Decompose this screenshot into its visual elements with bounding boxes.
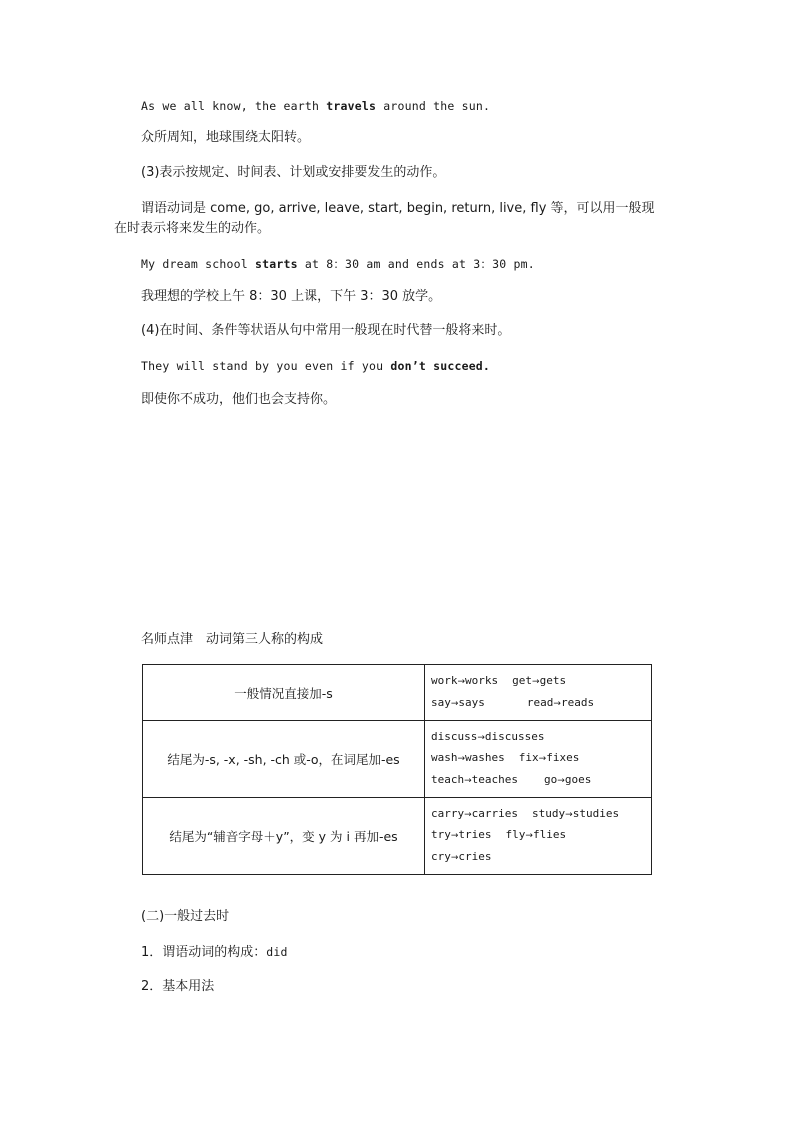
past-item-2: 2．基本用法 — [141, 979, 215, 994]
example-translation-1: 众所周知，地球围绕太阳转。 — [141, 130, 311, 145]
example-line — [431, 847, 645, 869]
example-line — [431, 804, 645, 826]
inflected-verb: tries — [458, 828, 492, 842]
base-verb: cry — [431, 849, 451, 863]
example-text: They will stand by you even if you — [141, 359, 391, 373]
arrow-icon: → — [565, 809, 573, 820]
base-verb: say — [431, 695, 451, 709]
arrow-icon: → — [450, 698, 459, 709]
example-pair — [512, 671, 566, 693]
item-label: 1．谓语动词的构成： — [141, 945, 267, 960]
arrow-icon: → — [557, 775, 565, 786]
example-line — [431, 693, 645, 715]
base-verb: wash — [431, 751, 458, 765]
inflected-verb: says — [458, 695, 485, 709]
example-pair — [431, 693, 485, 715]
base-verb: work — [431, 674, 458, 687]
base-verb: carry — [431, 806, 465, 820]
example-pair — [431, 770, 518, 792]
base-verb: fix — [518, 751, 539, 765]
inflected-verb: cries — [458, 849, 492, 863]
inflected-verb: gets — [539, 674, 567, 687]
inflected-verb: carries — [471, 806, 519, 820]
arrow-icon: → — [464, 775, 472, 786]
verb-form: did — [266, 945, 288, 959]
arrow-icon: → — [532, 677, 540, 687]
arrow-icon: → — [538, 754, 547, 765]
inflected-verb: discusses — [484, 729, 545, 743]
base-verb: try — [431, 828, 451, 842]
arrow-icon: → — [553, 698, 561, 709]
highlighted-verb: starts — [254, 257, 298, 271]
example-text: at 8：30 am and ends at 3：30 pm. — [297, 257, 535, 271]
arrow-icon: → — [525, 831, 533, 842]
example-sentence-3 — [141, 358, 490, 374]
inflected-verb: teaches — [471, 772, 519, 786]
example-line — [431, 727, 645, 749]
example-line — [431, 748, 645, 770]
arrow-icon: → — [457, 754, 466, 765]
inflected-verb: fixes — [546, 751, 580, 765]
example-pair — [431, 825, 492, 847]
example-pair — [431, 727, 545, 749]
rule-cell: 一般情况直接加-s — [143, 665, 425, 721]
arrow-icon: → — [457, 677, 466, 687]
arrow-icon: → — [477, 732, 485, 743]
example-pair — [544, 770, 591, 792]
inflected-verb: goes — [564, 772, 592, 786]
table-row — [143, 721, 652, 798]
inflected-verb: studies — [572, 806, 620, 820]
example-pair — [506, 825, 567, 847]
example-pair — [532, 804, 619, 826]
example-text: As we all know, the earth — [141, 99, 327, 113]
examples-cell — [425, 721, 652, 798]
example-line — [431, 825, 645, 847]
example-line — [431, 770, 645, 792]
examples-cell — [425, 798, 652, 875]
examples-cell — [425, 665, 652, 721]
highlighted-verb: don’t succeed. — [390, 359, 491, 373]
base-verb: fly — [505, 828, 526, 842]
arrow-icon: → — [464, 809, 472, 820]
example-line — [431, 671, 645, 693]
example-text: My dream school — [141, 257, 255, 271]
example-text: around the sun. — [376, 99, 491, 113]
example-sentence-2 — [141, 256, 535, 272]
past-item-1 — [141, 944, 288, 961]
base-verb: go — [544, 772, 558, 786]
table-row — [143, 665, 652, 721]
example-pair — [431, 804, 518, 826]
inflected-verb: works — [465, 674, 499, 687]
example-pair — [431, 847, 492, 869]
base-verb: discuss — [431, 729, 478, 743]
example-pair — [519, 748, 580, 770]
base-verb: read — [526, 695, 554, 709]
example-pair — [431, 671, 498, 693]
usage-point-3: (3)表示按规定、时间表、计划或安排要发生的动作。 — [141, 165, 446, 180]
rule-cell: 结尾为-s, -x, -sh, -ch 或-o，在词尾加-es — [143, 721, 425, 798]
usage-point-4: (4)在时间、条件等状语从句中常用一般现在时代替一般将来时。 — [141, 323, 511, 338]
highlighted-verb: travels — [326, 99, 377, 113]
table-row — [143, 798, 652, 875]
example-translation-3: 即使你不成功，他们也会支持你。 — [141, 392, 337, 407]
tip-heading: 名师点津 动词第三人称的构成 — [141, 632, 324, 647]
example-sentence-1 — [141, 98, 490, 114]
base-verb: study — [532, 806, 566, 820]
example-pair — [431, 748, 505, 770]
inflected-verb: washes — [465, 751, 505, 765]
inflected-verb: flies — [532, 828, 567, 842]
base-verb: get — [512, 674, 533, 687]
usage-point-3-description: 谓语动词是 come, go, arrive, leave, start, begin, return, live, fly 等，可以用一般现在时表示将来发生的动作。 — [114, 201, 655, 236]
arrow-icon: → — [450, 852, 459, 863]
section-heading-past-tense: (二)一般过去时 — [141, 909, 230, 924]
example-translation-2: 我理想的学校上午 8：30 上课，下午 3：30 放学。 — [141, 289, 442, 304]
example-pair — [527, 693, 594, 715]
rule-cell: 结尾为“辅音字母＋y”，变 y 为 i 再加-es — [143, 798, 425, 875]
inflected-verb: reads — [560, 695, 595, 709]
base-verb: teach — [431, 772, 465, 786]
third-person-rules-table — [142, 664, 652, 875]
arrow-icon: → — [450, 831, 459, 842]
